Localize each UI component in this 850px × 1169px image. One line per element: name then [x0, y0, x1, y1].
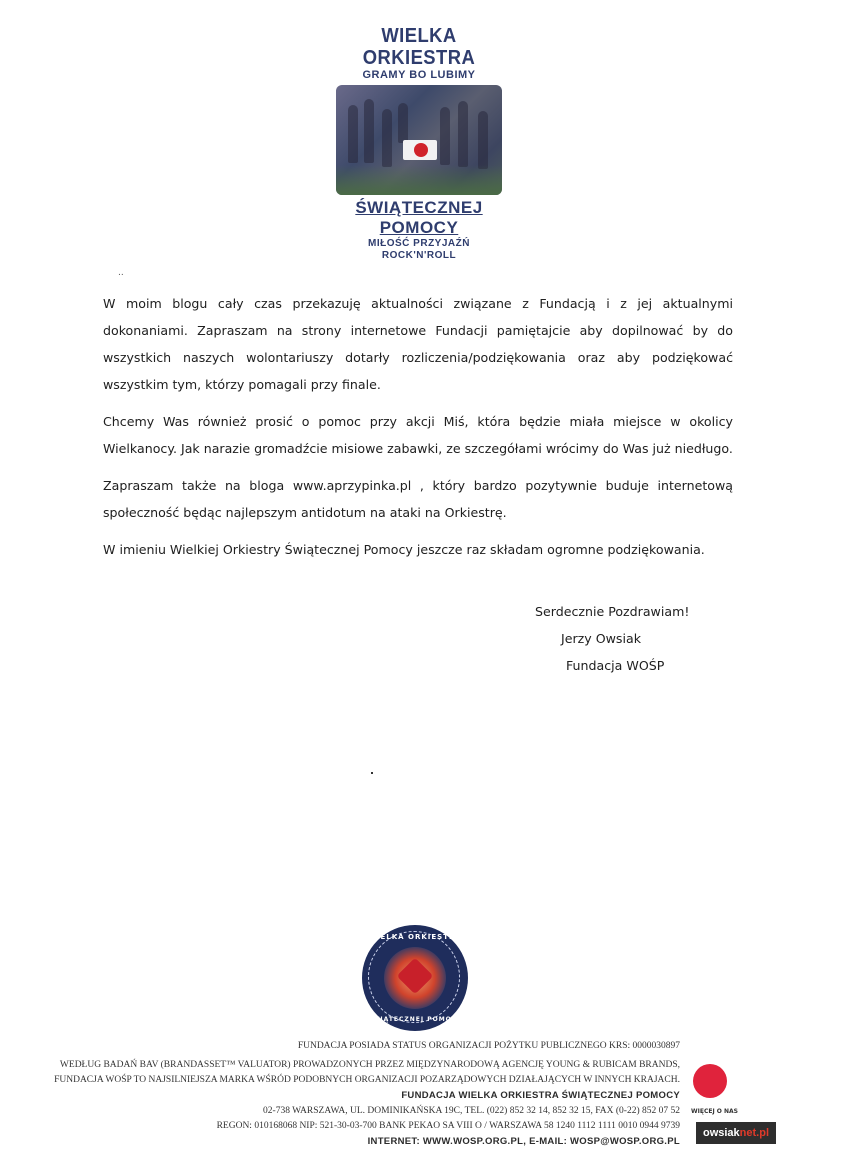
closing: Serdecznie Pozdrawiam! [535, 604, 690, 619]
logo-line4: MIŁOŚĆ PRZYJAŹŃ ROCK'N'ROLL [368, 238, 470, 261]
signer: Jerzy Owsiak [561, 631, 641, 646]
footer-line3: FUNDACJA WOŚP TO NAJSILNIEJSZA MARKA WŚRÓD PODOBNYCH ORGANIZACJI POZARZĄDOWYCH DZIAŁAJĄCYCH W INNYCH KRAJACH. [54, 1075, 680, 1085]
foundation-seal [362, 925, 468, 1031]
footer-address: 02-738 WARSZAWA, UL. DOMINIKAŃSKA 19C, TEL. (022) 852 32 14, 852 32 15, FAX (0-22) 852 07 52 [263, 1106, 680, 1116]
paragraph-3: Zapraszam także na bloga www.aprzypinka.pl , który bardzo pozytywnie buduje internetową społeczność będąc najlepszym antidotum na ataki na Orkiestrę. [103, 478, 733, 520]
paragraph-1: W moim blogu cały czas przekazuję aktualności związane z Fundacją i z jej aktualnymi dokonaniami. Zapraszam na strony internetowe Fundacji pamiętajcie aby dopilnować by do wszystkich naszych wolontariuszy dotarły rozliczenia/podziękowania oraz aby podziękować wszystkim tym, którzy pomagali przy finale. [103, 296, 733, 392]
organization: Fundacja WOŚP [566, 658, 665, 673]
logo-line3: ŚWIĄTECZNEJ POMOCY [355, 198, 483, 237]
footer-internet: INTERNET: WWW.WOSP.ORG.PL, E-MAIL: WOSP@WOSP.ORG.PL [367, 1136, 680, 1147]
footer-line1: FUNDACJA POSIADA STATUS ORGANIZACJI POŻYTKU PUBLICZNEGO KRS: 0000030897 [297, 1041, 680, 1051]
wosp-logo [333, 25, 505, 261]
owsiak-text: owsiak [702, 1127, 740, 1139]
logo-line1: WIELKA ORKIESTRA [362, 25, 476, 69]
seal-bottom-text: ŚWIĄTECZNEJ POMOCY [367, 1016, 463, 1023]
footer-name: FUNDACJA WIELKA ORKIESTRA ŚWIĄTECZNEJ POMOCY [401, 1090, 680, 1101]
heart-badge-icon [693, 1064, 727, 1098]
owsiaknet-badge [696, 1122, 776, 1144]
net-text: net.pl [739, 1127, 770, 1139]
stray-mark [371, 772, 373, 774]
heart-icon [414, 143, 428, 157]
letter-body [103, 290, 733, 573]
stray-dots: .. [118, 268, 124, 278]
footer-line2: WEDŁUG BADAŃ BAV (BRANDASSET™ VALUATOR) PROWADZONYCH PRZEZ MIĘDZYNARODOWĄ AGENCJĘ YOUNG & RUBICAM BRANDS, [59, 1060, 680, 1070]
logo-photo [336, 85, 502, 195]
paragraph-4: W imieniu Wielkiej Orkiestry Świątecznej Pomocy jeszcze raz składam ogromne podziękowania. [103, 542, 705, 557]
footer-regon: REGON: 010168068 NIP: 521-30-03-700 BANK PEKAO SA VIII O / WARSZAWA 58 1240 1112 1111 0010 0944 9739 [216, 1121, 680, 1131]
paragraph-2: Chcemy Was również prosić o pomoc przy akcji Miś, która będzie miała miejsce w okolicy Wielkanocy. Jak narazie gromadźcie misiowe zabawki, ze szczegółami wrócimy do Was już niedługo. [103, 414, 733, 456]
heart-badge-caption: WIĘCEJ O NAS [691, 1108, 738, 1115]
seal-top-text: WIELKA ORKIESTRA [368, 933, 462, 941]
logo-line2: GRAMY BO LUBIMY [362, 69, 476, 81]
